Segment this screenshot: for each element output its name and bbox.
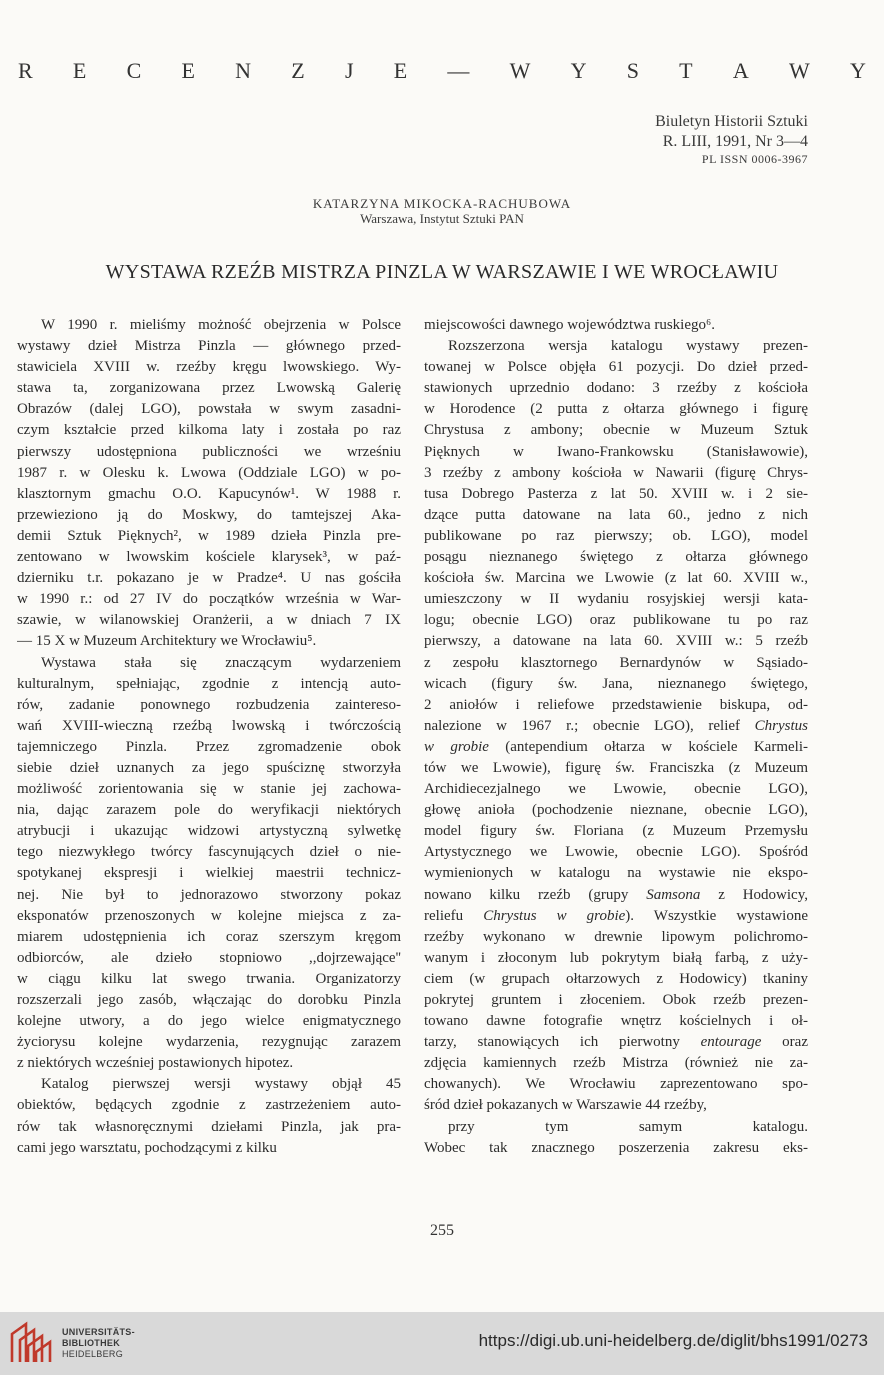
- text-line: Rozszerzona wersja katalogu wystawy prezen-: [448, 338, 808, 355]
- text-line: przewieziono ją do Moskwy, do tamtejszej Aka-: [17, 506, 401, 523]
- author-affiliation: Warszawa, Instytut Sztuki PAN: [360, 211, 524, 226]
- text-line: z zespołu klasztornego Bernardynów w Sąsiado-: [424, 654, 808, 671]
- text-line: nej. Nie był to jednorazowo stworzony pokaz: [17, 886, 401, 903]
- text-line: obiektów, będących zgodnie z zastrzeżeniem auto-: [17, 1097, 401, 1114]
- journal-name: Biuletyn Historii Sztuki: [655, 113, 808, 130]
- text-line: Katalog pierwszej wersji wystawy objął 45: [41, 1076, 401, 1093]
- text-line: eksponatów przenoszonych w kolejne miejsca z za-: [17, 907, 401, 924]
- text-line: towano dawne fotografie wnętrz kościelnych i oł-: [424, 1013, 808, 1030]
- running-head: [18, 58, 866, 84]
- university-library-logo-icon: [8, 1320, 54, 1366]
- text-line: cami jego warsztatu, pochodzącymi z kilku: [17, 1139, 277, 1156]
- text-line: śród dzieł pokazanych w Warszawie 44 rzeźby,: [424, 1097, 707, 1114]
- text-line: ciem (w grupach ołtarzowych z Hodowicy) tkaniny: [424, 970, 808, 987]
- text-line: model figury św. Floriana (z Muzeum Przemysłu: [424, 823, 808, 840]
- text-line: chowanych). We Wrocławiu zaprezentowano spo-: [424, 1076, 808, 1093]
- text-line: wanym i złoconym lub pokrytym białą farbą, z uży-: [424, 949, 808, 966]
- text-line: 3 rzeźby z ambony kościoła w Nawarii (figurę Chrys-: [424, 464, 808, 481]
- page-number: 255: [430, 1222, 454, 1239]
- text-line: wystawy dzieł Mistrza Pinzla — głównego przed-: [17, 338, 401, 355]
- running-head-letter: S: [626, 58, 639, 83]
- running-head-letter: R: [18, 58, 33, 83]
- text-line: tarzy, stanowiących ich pierwotny entourage oraz: [424, 1034, 808, 1051]
- text-line: logu; obecnie LGO) oraz publikowane tu po raz: [424, 612, 808, 629]
- left-column: [17, 315, 401, 1159]
- text-line: wań XVIII-wieczną rzeźbą lwowską i twórczością: [17, 717, 401, 734]
- text-line: stawa ta, zorganizowana przez Lwowską Galerię: [17, 380, 401, 397]
- text-line: pierwszy udostępniona publiczności we wrześniu: [17, 443, 401, 460]
- journal-issn: PL ISSN 0006-3967: [701, 152, 808, 166]
- text-line: dzące putta datowane na lata 60., jedno z nich: [424, 506, 808, 523]
- text-line: umieszczony w II wydaniu rosyjskiej wersji kata-: [424, 591, 808, 608]
- text-line: — 15 X w Muzeum Architektury we Wrocławiu⁵.: [17, 633, 317, 650]
- text-line: dzierniku t.r. pokazano je w Pradze⁴. U nas gościła: [17, 570, 401, 587]
- text-line: kulturalnym, spełniając, zgodnie z intencją auto-: [17, 675, 401, 692]
- running-head-letter: Z: [291, 58, 305, 83]
- text-line: w Horodence (2 putta z ołtarza głównego i figurę: [424, 401, 808, 418]
- running-head-letter: E: [393, 58, 408, 83]
- text-line: Artystycznego we Lwowie, obecnie LGO). Spośród: [424, 844, 808, 861]
- text-line: w 1990 r.: od 27 IV do początków września w War-: [17, 591, 401, 608]
- text-line: demii Sztuk Pięknych², w 1989 dzieła Pinzla pre-: [17, 527, 401, 544]
- text-line: Wobec tak znacznego poszerzenia zakresu eks-: [424, 1139, 808, 1156]
- text-line: Chrystusa z ambony; obecnie w Muzeum Sztuk: [424, 422, 808, 439]
- running-head-letter: E: [72, 58, 87, 83]
- running-head-letter: N: [235, 58, 252, 83]
- text-line: stawiciela XVIII w. rzeźby kręgu lwowskiego. Wy-: [17, 359, 401, 376]
- text-line: nowano kilku rzeźb (grupy Samsona z Hodowicy,: [424, 886, 808, 903]
- text-line: publikowane po raz pierwszy; ob. LGO), model: [424, 527, 808, 544]
- text-line: W 1990 r. mieliśmy możność obejrzenia w Polsce: [41, 317, 401, 333]
- text-line: wicach (figury św. Jana, nieznanego świętego,: [424, 675, 808, 692]
- text-line: posągu nieznanego świętego z ołtarza głównego: [424, 549, 808, 566]
- text-line: siebie dzieł uznanych za jego spuściznę stworzyła: [17, 759, 401, 776]
- text-line: przy tym samym katalogu.: [448, 1118, 808, 1135]
- text-line: Archidiecezjalnego we Lwowie, obecnie LGO),: [424, 781, 808, 798]
- text-line: Obrazów (dalej LGO), powstała w swym zasadni-: [17, 401, 401, 418]
- text-line: atrybucji i ukazując widzowi artystyczną sylwetkę: [17, 823, 401, 840]
- text-line: szawie, w wilanowskiej Oranżerii, a w dniach 7 IX: [17, 612, 401, 629]
- text-line: odbiorców, ale dzieło stopniowo ,,dojrzewające'': [17, 949, 401, 966]
- text-line: rzeźby wykonano w drewnie lipowym polichromo-: [424, 928, 808, 945]
- library-name-line-2: BIBLIOTHEK: [62, 1338, 120, 1348]
- running-head-letter: Y: [570, 58, 587, 83]
- author-name: KATARZYNA MIKOCKA-RACHUBOWA: [312, 196, 572, 211]
- text-line: pierwszy, a datowane na lata 60. XVIII w.: 5 rzeźb: [424, 633, 808, 650]
- text-line: miarem udostępnienia ich coraz szerszym kręgom: [17, 928, 401, 945]
- running-head-letter: W: [509, 58, 531, 83]
- text-line: zdjęcia kamiennych rzeźb Mistrza (również nie za-: [424, 1055, 808, 1072]
- journal-issue: R. LIII, 1991, Nr 3—4: [662, 133, 808, 150]
- text-line: życiorysu kolejne wydarzenia, rezygnując zarazem: [17, 1034, 401, 1051]
- right-column: [424, 315, 808, 1159]
- library-name: [62, 1327, 135, 1360]
- text-line: głowę anioła (pochodzenie nieznane, obecnie LGO),: [424, 802, 808, 819]
- footer-bar: [0, 1312, 884, 1375]
- text-line: zentowano w lwowskim kościele klarysek³, w paź-: [17, 549, 401, 566]
- text-line: reliefu Chrystus w grobie). Wszystkie wystawione: [424, 907, 808, 924]
- text-line: rów, zadanie ponownego rozbudzenia zaintereso-: [17, 696, 401, 713]
- running-head-letter: C: [126, 58, 142, 83]
- running-head-letter: T: [679, 58, 693, 83]
- text-line: w ciągu kilku lat swego trwania. Organizatorzy: [17, 970, 401, 987]
- text-line: rozszerzali jego zasób, włączając do dorobku Pinzla: [17, 992, 401, 1008]
- text-line: spotykanej ekspresji i wielkiej maestrii technicz-: [17, 865, 401, 882]
- running-head-letter: Y: [849, 58, 866, 83]
- text-line: Pięknych w Iwano-Frankowsku (Stanisławowie),: [424, 443, 808, 460]
- text-line: tego niezwykłego twórcy fascynujących dzieł o nie-: [17, 844, 401, 861]
- author-block: [0, 196, 884, 226]
- text-line: klasztornym gmachu O.O. Kapucynów¹. W 1988 r.: [17, 485, 401, 502]
- text-line: towanej w Polsce objęła 61 pozycji. Do dzieł przed-: [424, 359, 808, 376]
- text-line: kościoła św. Marcina we Lwowie (z lat 60. XVIII w.,: [424, 570, 808, 587]
- text-line: tów we Lwowie), figurę św. Franciszka (z Muzeum: [424, 759, 808, 776]
- text-line: 1987 r. w Olesku k. Lwowa (Oddziale LGO) w po-: [17, 464, 401, 481]
- bibliographic-info: [655, 112, 808, 166]
- library-name-line-1: UNIVERSITÄTS-: [62, 1327, 135, 1337]
- running-head-letter: J: [344, 58, 354, 83]
- running-head-letter: E: [181, 58, 195, 83]
- text-line: tajemniczego Pinzla. Przez zgromadzenie obok: [17, 738, 401, 755]
- text-line: z niektórych wcześniej postawionych hipotez.: [17, 1055, 294, 1072]
- source-url-link[interactable]: https://digi.ub.uni-heidelberg.de/diglit/bhs1991/0273: [478, 1331, 868, 1350]
- text-line: nia, dając zarazem pole do weryfikacji niektórych: [17, 802, 401, 819]
- text-line: rów tak własnoręcznymi dziełami Pinzla, jak pra-: [17, 1118, 401, 1135]
- text-line: Wystawa stała się znaczącym wydarzeniem: [41, 654, 401, 671]
- text-line: kolejne utwory, a do jego wielce enigmatycznego: [17, 1013, 401, 1030]
- text-line: czym kształcie przed kilkoma laty i została po raz: [17, 422, 401, 439]
- text-line: wymienionych w katalogu na wystawie nie ekspo-: [424, 865, 808, 882]
- running-head-letter: —: [447, 58, 470, 83]
- text-line: miejscowości dawnego województwa ruskiego⁶.: [424, 317, 715, 333]
- text-line: w grobie (antependium ołtarza w kościele Karmeli-: [424, 738, 808, 755]
- library-name-line-3: HEIDELBERG: [62, 1349, 124, 1359]
- text-line: nalezione w 1967 r.; obecnie LGO), relief Chrystus: [424, 717, 808, 734]
- text-line: możliwość zorientowania się w stanie jej zachowa-: [17, 781, 401, 798]
- running-head-letter: W: [788, 58, 810, 83]
- text-line: pokrytej gruntem i złoceniem. Obok rzeźb prezen-: [424, 992, 808, 1008]
- text-line: 2 aniołów i reliefowe przedstawienie biskupa, od-: [424, 696, 808, 713]
- running-head-letter: A: [732, 58, 749, 83]
- text-line: stawionych uprzednio dodano: 3 rzeźby z kościoła: [424, 380, 808, 397]
- text-line: tusa Dobrego Pasterza z lat 50. XVIII w. i 2 sie-: [424, 485, 808, 502]
- article-title: WYSTAWA RZEŹB MISTRZA PINZLA W WARSZAWIE I WE WROCŁAWIU: [105, 261, 779, 283]
